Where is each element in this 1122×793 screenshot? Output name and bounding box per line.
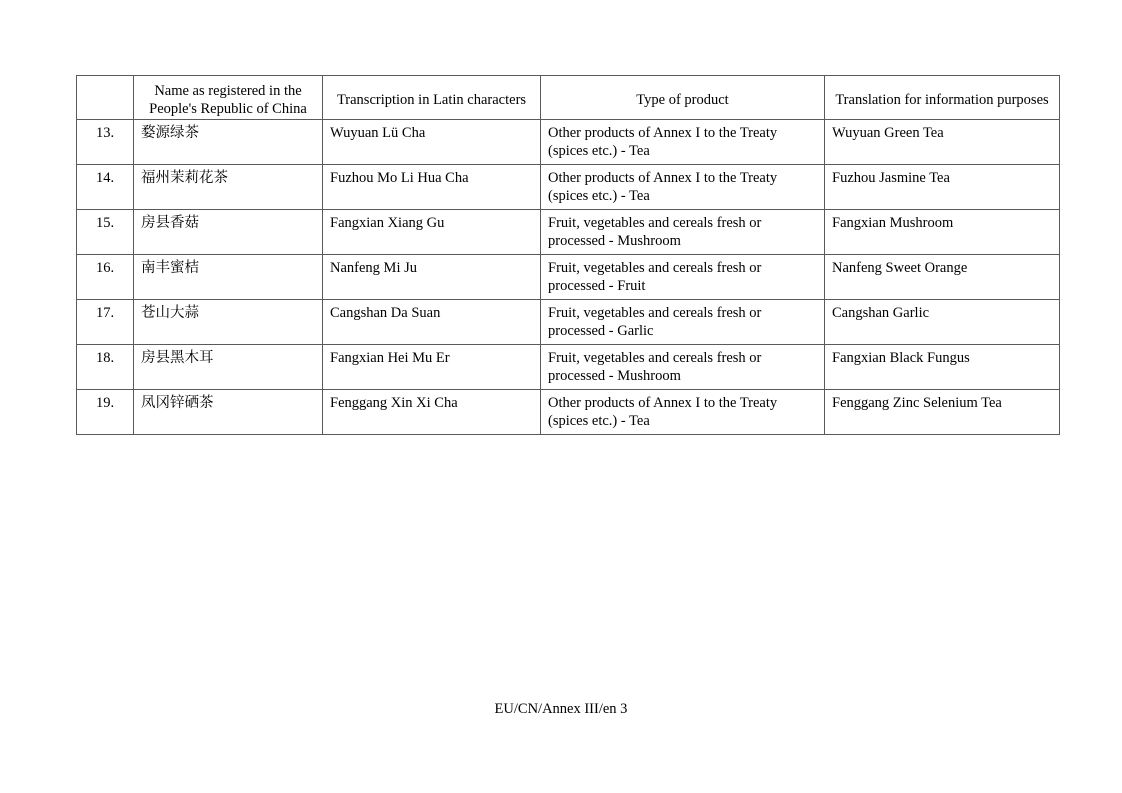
translation: Cangshan Garlic: [825, 300, 1060, 345]
header-registered-name: Name as registered in the People's Republic of China: [134, 76, 323, 120]
header-product-type: Type of product: [541, 76, 825, 120]
transcription: Cangshan Da Suan: [323, 300, 541, 345]
table-header-row: [77, 76, 1060, 120]
header-transcription: Transcription in Latin characters: [323, 76, 541, 120]
translation: Fangxian Black Fungus: [825, 345, 1060, 390]
product-type: Other products of Annex I to the Treaty (spices etc.) - Tea: [541, 390, 825, 435]
transcription: Nanfeng Mi Ju: [323, 255, 541, 300]
row-number: 16.: [77, 255, 134, 300]
product-type: Fruit, vegetables and cereals fresh or processed - Mushroom: [541, 210, 825, 255]
registered-name: 南丰蜜桔: [134, 255, 323, 300]
translation: Fuzhou Jasmine Tea: [825, 165, 1060, 210]
geographical-indications-table: [76, 75, 1060, 435]
registered-name: 苍山大蒜: [134, 300, 323, 345]
page-footer-reference: EU/CN/Annex III/en 3: [494, 701, 628, 717]
row-number: 17.: [77, 300, 134, 345]
registered-name: 房县香菇: [134, 210, 323, 255]
translation: Wuyuan Green Tea: [825, 120, 1060, 165]
product-type: Other products of Annex I to the Treaty (spices etc.) - Tea: [541, 120, 825, 165]
row-number: 18.: [77, 345, 134, 390]
translation: Nanfeng Sweet Orange: [825, 255, 1060, 300]
transcription: Fenggang Xin Xi Cha: [323, 390, 541, 435]
row-number: 15.: [77, 210, 134, 255]
header-number: [77, 76, 134, 120]
table-row: [77, 390, 1060, 435]
row-number: 14.: [77, 165, 134, 210]
table-row: [77, 345, 1060, 390]
row-number: 13.: [77, 120, 134, 165]
product-type: Fruit, vegetables and cereals fresh or processed - Garlic: [541, 300, 825, 345]
product-type: Fruit, vegetables and cereals fresh or processed - Mushroom: [541, 345, 825, 390]
table-row: [77, 165, 1060, 210]
transcription: Fuzhou Mo Li Hua Cha: [323, 165, 541, 210]
transcription: Fangxian Hei Mu Er: [323, 345, 541, 390]
registered-name: 房县黑木耳: [134, 345, 323, 390]
registered-name: 凤冈锌硒茶: [134, 390, 323, 435]
table-row: [77, 255, 1060, 300]
table-row: [77, 300, 1060, 345]
registered-name: 福州茉莉花茶: [134, 165, 323, 210]
table-row: [77, 120, 1060, 165]
table-row: [77, 210, 1060, 255]
header-translation: Translation for information purposes: [825, 76, 1060, 120]
transcription: Fangxian Xiang Gu: [323, 210, 541, 255]
product-type: Fruit, vegetables and cereals fresh or processed - Fruit: [541, 255, 825, 300]
translation: Fenggang Zinc Selenium Tea: [825, 390, 1060, 435]
row-number: 19.: [77, 390, 134, 435]
registered-name: 婺源绿茶: [134, 120, 323, 165]
transcription: Wuyuan Lü Cha: [323, 120, 541, 165]
product-type: Other products of Annex I to the Treaty (spices etc.) - Tea: [541, 165, 825, 210]
translation: Fangxian Mushroom: [825, 210, 1060, 255]
